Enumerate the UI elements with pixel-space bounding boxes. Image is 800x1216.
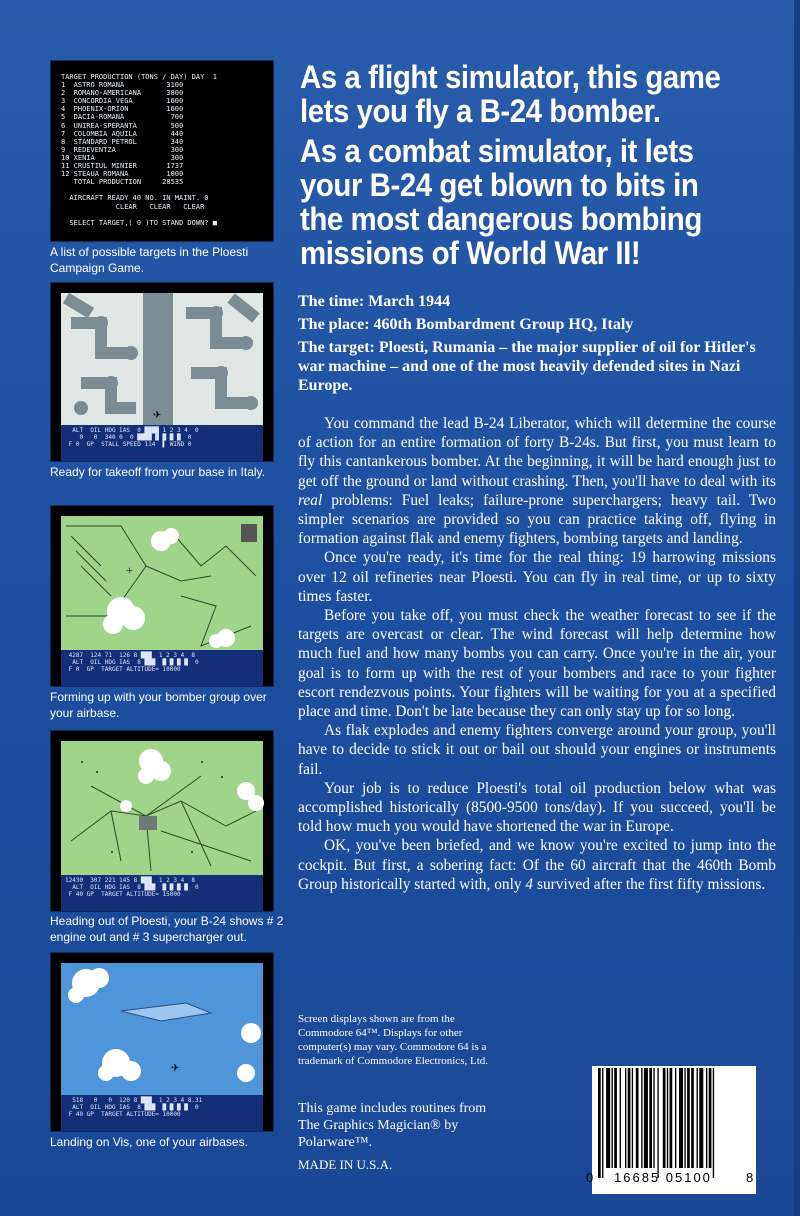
- box-edge: [794, 0, 800, 1216]
- paragraph-command: [298, 414, 776, 548]
- screenshot-takeoff: [50, 282, 274, 462]
- barcode-bar: [602, 1068, 603, 1178]
- barcode-bar: [667, 1068, 668, 1168]
- caption-ploesti: Heading out of Ploesti, your B-24 shows # 2 engine out and # 3 supercharger out.: [50, 914, 284, 944]
- screenshot-ploesti: [50, 730, 274, 912]
- headline-combat-sim: As a combat simulator, it lets your B-24 get blown to bits in the most dangerous bombing missions of World War II!: [300, 133, 702, 271]
- barcode-bar: [684, 1068, 685, 1168]
- made-in-usa: MADE IN U.S.A.: [298, 1157, 393, 1172]
- caption-vis: Landing on Vis, one of your airbases.: [50, 1135, 248, 1149]
- paragraph-briefed: [298, 836, 776, 894]
- fact-target: The target: Ploesti, Rumania – the major supplier of oil for Hitler's war machine – and one of the most heavily defended sites in Nazi Europe.: [298, 339, 756, 394]
- paragraph-job: Your job is to reduce Ploesti's total oil production below what was accomplished historically (8500-9500 tons/day). If you succeed, you'll be told how much you would have shortened the war in Europe.: [298, 779, 776, 836]
- svg-text:✈: ✈: [153, 410, 162, 421]
- barcode-bar: [679, 1068, 683, 1168]
- paragraph-ready: Once you're ready, it's time for the real thing: 19 harrowing missions over 12 oil refineries near Ploesti. You can fly in real time, or up to sixty times faster.: [298, 549, 776, 605]
- screenshot-vis: [50, 952, 274, 1132]
- caption-forming-up: Forming up with your bomber group over your airbase.: [50, 690, 267, 720]
- barcode-bars: [598, 1068, 750, 1178]
- barcode-bar: [636, 1068, 639, 1168]
- barcode-bar: [687, 1068, 690, 1168]
- screenshot-forming-up: [50, 505, 274, 687]
- barcode-bar: [641, 1068, 642, 1168]
- screenshot-target-list: [50, 60, 274, 242]
- barcode-bar: [663, 1068, 666, 1168]
- barcode-bar: [632, 1068, 633, 1168]
- barcode-bar: [614, 1068, 617, 1168]
- caption-target-list: A list of possible targets in the Ploesti Campaign Game.: [50, 245, 249, 275]
- fact-place: The place: 460th Bombardment Group HQ, Italy: [298, 316, 634, 333]
- barcode-digit-middle: 16685 05100: [614, 1170, 712, 1185]
- paragraph-briefed-b: survived after the first fifty missions.: [533, 875, 766, 893]
- barcode-bar: [612, 1068, 613, 1168]
- paragraph-weather: Before you take off, you must check the weather forecast to see if the targets are overcast or clear. The wind forecast will help determine how much fuel and how many bombs you can carry. Once you're in the air, your goal is to form up with the rest of your bombers and race to your fighter escort rendezvous points. Your fighters will be waiting for you at a specified place and time. Don't be late because they can only stay up for so long.: [298, 607, 776, 721]
- barcode-bar: [706, 1068, 707, 1168]
- barcode-bar: [697, 1068, 698, 1168]
- barcode-bar: [606, 1068, 610, 1168]
- cockpit-panel-ploesti: 12430 307 221 145 8 ███ 1 2 3 4 8 ALT OIL HDG IAS 8 ███ █ █ █ █ 0 F 40 GP TARGET ALTITUDE= 15000: [61, 875, 263, 911]
- barcode-bar: [709, 1068, 712, 1168]
- paragraph-command-b: problems: Fuel leaks; failure-prone superchargers; heavy tail. Two simpler scenarios are provided so you can practice taking off, flying in formation against flak and enemy fighters, bombing targets and landing.: [298, 491, 776, 548]
- barcode-bar: [670, 1068, 673, 1168]
- headline: [300, 60, 732, 276]
- graphics-magician-credit: This game includes routines from The Graphics Magician® by Polarware™.: [298, 1101, 487, 1150]
- fact-time: The time: March 1944: [298, 293, 451, 310]
- emphasis-real: real: [298, 491, 323, 509]
- cockpit-panel-vis: 518 0 0 120 8 ███ 1 2 3 4 8.31 ALT OIL HDG IAS 8 ███ █ █ █ █ 0 F 40 GP TARGET ALTITUDE= 10000: [61, 1095, 263, 1131]
- cockpit-panel-forming-up: 4287 124 71 126 8 ███ 1 2 3 4 8 ALT OIL HDG IAS 8 ███ █ █ █ █ 0 F 0 GP TARGET ALTITUDE= 10000: [61, 650, 263, 686]
- headline-flight-sim: As a flight simulator, this game lets you fly a B-24 bomber.: [300, 59, 721, 129]
- barcode-bar: [691, 1068, 694, 1168]
- paragraph-briefed-a: OK, you've been briefed, and we know you're excited to jump into the cockpit. But first, a sobering fact: Of the 60 aircraft that the 460th Bomb Group historically started with, only: [298, 837, 776, 893]
- mission-facts: [298, 292, 778, 399]
- fineprint-commodore: Screen displays shown are from the Commodore 64™. Displays for other computer(s) may vary. Commodore 64 is a trademark of Commodore Electronics, Ltd.: [298, 1013, 488, 1067]
- barcode-bar: [644, 1068, 648, 1168]
- target-list-text: TARGET PRODUCTION (TONS / DAY) DAY 1 1 ASTRO ROMANA 3100 2 ROMANO-AMERICANA 3800 3 CONCORDIA VEGA 1600 4 PHOENIX-ORION 1600 5 DACIA-ROMANA 700 6 UNIREA-SPERANTA 500 7 COLOMBIA AQUILA 440 8 STANDARD PETROL 340 9 REDEVENTZA 300 10 XENIA 300 11 CRUSTIUL MINIER 1737 12 STEAUA ROMANA 1000 TOTAL PRODUCTION 28535 AIRCRAFT READY 40 NO. IN MAINT. 0 CLEAR CLEAR CLEAR SELECT TARGET,( 0 )TO STAND DOWN? ■: [61, 73, 217, 227]
- barcode-bar: [649, 1068, 652, 1168]
- cockpit-panel-takeoff: ALT OIL HDG IAS 0 ████ 1 2 3 4 0 0 0 340 0 0 ████ █ █ █ █ 0 F 0 GP STALL SPEED 114 ▌ WIND 0: [61, 425, 263, 461]
- paragraph-flak: As flak explodes and enemy fighters converge around your group, you'll have to decide to stick it out or bail out should your engines or instruments fail.: [298, 722, 776, 778]
- emphasis-four: 4: [525, 875, 534, 893]
- barcode-bar: [699, 1068, 703, 1168]
- svg-text:+: +: [126, 563, 133, 577]
- barcode-bar: [657, 1068, 658, 1178]
- barcode-bar: [675, 1068, 676, 1168]
- barcode-bar: [713, 1068, 714, 1178]
- barcode-bar: [628, 1068, 631, 1168]
- description: [298, 414, 776, 894]
- barcode-digit-left: 0: [586, 1170, 594, 1185]
- barcode-bar: [625, 1068, 626, 1168]
- barcode-bar: [620, 1068, 621, 1168]
- svg-text:✈: ✈: [171, 1063, 180, 1074]
- paragraph-command-a: You command the lead B-24 Liberator, which will determine the course of action for an entire formation of forty B-24s. But first, you must learn to fly this cantankerous bomber. At the beginning, it will be hard enough just to get off the ground or land without crashing. Then, you'll have to deal with its: [298, 415, 776, 490]
- barcode-bar: [653, 1068, 654, 1168]
- barcode-bar: [598, 1068, 601, 1178]
- barcode-digit-right: 8: [746, 1170, 754, 1185]
- caption-takeoff: Ready for takeoff from your base in Italy.: [50, 465, 265, 479]
